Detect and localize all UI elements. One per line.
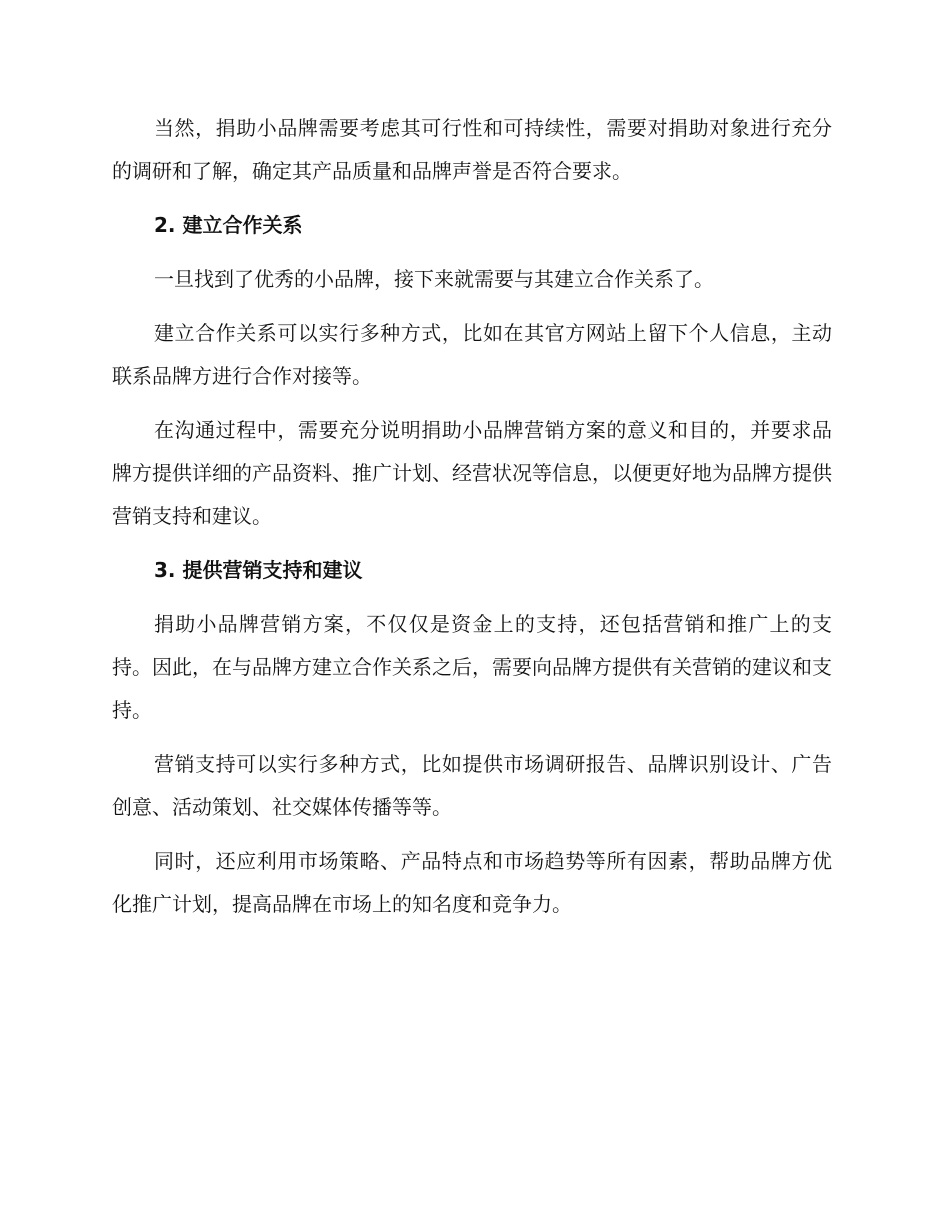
paragraph-feasibility: 当然，捐助小品牌需要考虑其可行性和可持续性，需要对捐助对象进行充分的调研和了解，确定其产品质量和品牌声誉是否符合要求。 [112, 116, 832, 183]
paragraph-find-brand: 一旦找到了优秀的小品牌，接下来就需要与其建立合作关系了。 [154, 267, 714, 291]
paragraph-support-scope: 捐助小品牌营销方案，不仅仅是资金上的支持，还包括营销和推广上的支持。因此，在与品牌方建立合作关系之后，需要向品牌方提供有关营销的建议和支持。 [112, 612, 832, 722]
section-heading-marketing-support: 3. 提供营销支持和建议 [154, 558, 363, 582]
section-heading-cooperation: 2. 建立合作关系 [154, 213, 303, 237]
paragraph-cooperation-methods: 建立合作关系可以实行多种方式，比如在其官方网站上留下个人信息，主动联系品牌方进行合作对接等。 [112, 321, 832, 388]
document-body [112, 107, 832, 937]
paragraph-communication: 在沟通过程中，需要充分说明捐助小品牌营销方案的意义和目的，并要求品牌方提供详细的产品资料、推广计划、经营状况等信息，以便更好地为品牌方提供营销支持和建议。 [112, 418, 832, 528]
paragraph-support-methods: 营销支持可以实行多种方式，比如提供市场调研报告、品牌识别设计、广告创意、活动策划、社交媒体传播等等。 [112, 752, 832, 819]
paragraph-optimization: 同时，还应利用市场策略、产品特点和市场趋势等所有因素，帮助品牌方优化推广计划，提高品牌在市场上的知名度和竞争力。 [112, 849, 832, 916]
